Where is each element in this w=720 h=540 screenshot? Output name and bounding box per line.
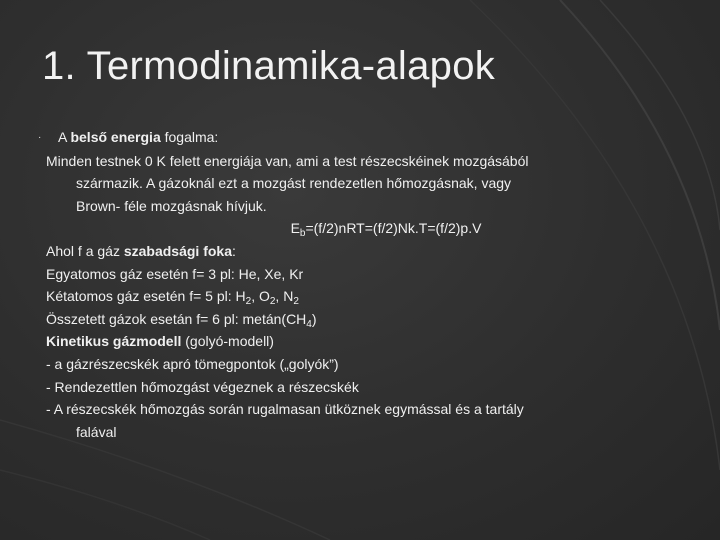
formula-line (46, 217, 666, 240)
bold-term: szabadsági foka (123, 242, 232, 259)
line-diatomic (46, 285, 666, 308)
line-model-point-2: - Rendezettlen hőmozgást végeznek a részecskék (46, 378, 359, 395)
subscript: 2 (293, 296, 299, 308)
formula-expression: =(f/2)nRT=(f/2)Nk.T=(f/2)p.V (305, 220, 482, 237)
formula-subscript: b (299, 228, 306, 240)
line-model-point-3a: - A részecskék hőmozgás során rugalmasan ütköznek egymással és a tartály (46, 401, 524, 418)
line-kinetic-model (46, 330, 666, 353)
subscript: 2 (245, 296, 252, 308)
formula-symbol: E (290, 220, 300, 237)
line-monatomic: Egyatomos gáz esetén f= 3 pl: He, Xe, Kr (46, 265, 304, 282)
subscript: 4 (306, 318, 312, 330)
text-segment: ) (311, 310, 317, 327)
line-polyatomic (46, 308, 666, 331)
text-segment: fogalma: (160, 129, 219, 145)
text-segment: Ahol f a gáz (46, 242, 124, 259)
text-segment: , O (251, 288, 270, 305)
line-degrees-of-freedom (46, 240, 666, 263)
slide-body (38, 126, 666, 443)
text-segment: A (58, 129, 71, 145)
line-definition-2: származik. A gázoknál ezt a mozgást rendezetlen hőmozgásnak, vagy (76, 175, 512, 192)
text-segment: Kétatomos gáz esetén f= 5 pl: H (46, 288, 246, 305)
subscript: 2 (269, 296, 276, 308)
bold-term: belső energia (70, 129, 161, 145)
line-internal-energy (38, 126, 666, 150)
text-segment: Összetett gázok esetán f= 6 pl: metán(CH (46, 310, 307, 327)
line-definition-1: Minden testnek 0 K felett energiája van, ami a test részecskéinek mozgásából (46, 152, 529, 169)
slide-title: 1. Termodinamika-alapok (42, 44, 496, 88)
bullet-icon: · (38, 132, 42, 143)
line-definition-3: Brown- féle mozgásnak hívjuk. (76, 197, 267, 214)
text-segment: : (231, 242, 236, 259)
text-segment: , N (275, 288, 294, 305)
text-segment: (golyó-modell) (181, 333, 274, 350)
line-model-point-3b: falával (76, 423, 117, 440)
line-model-point-1: - a gázrészecskék apró tömegpontok („golyók”) (46, 355, 339, 372)
bold-term: Kinetikus gázmodell (46, 333, 182, 350)
